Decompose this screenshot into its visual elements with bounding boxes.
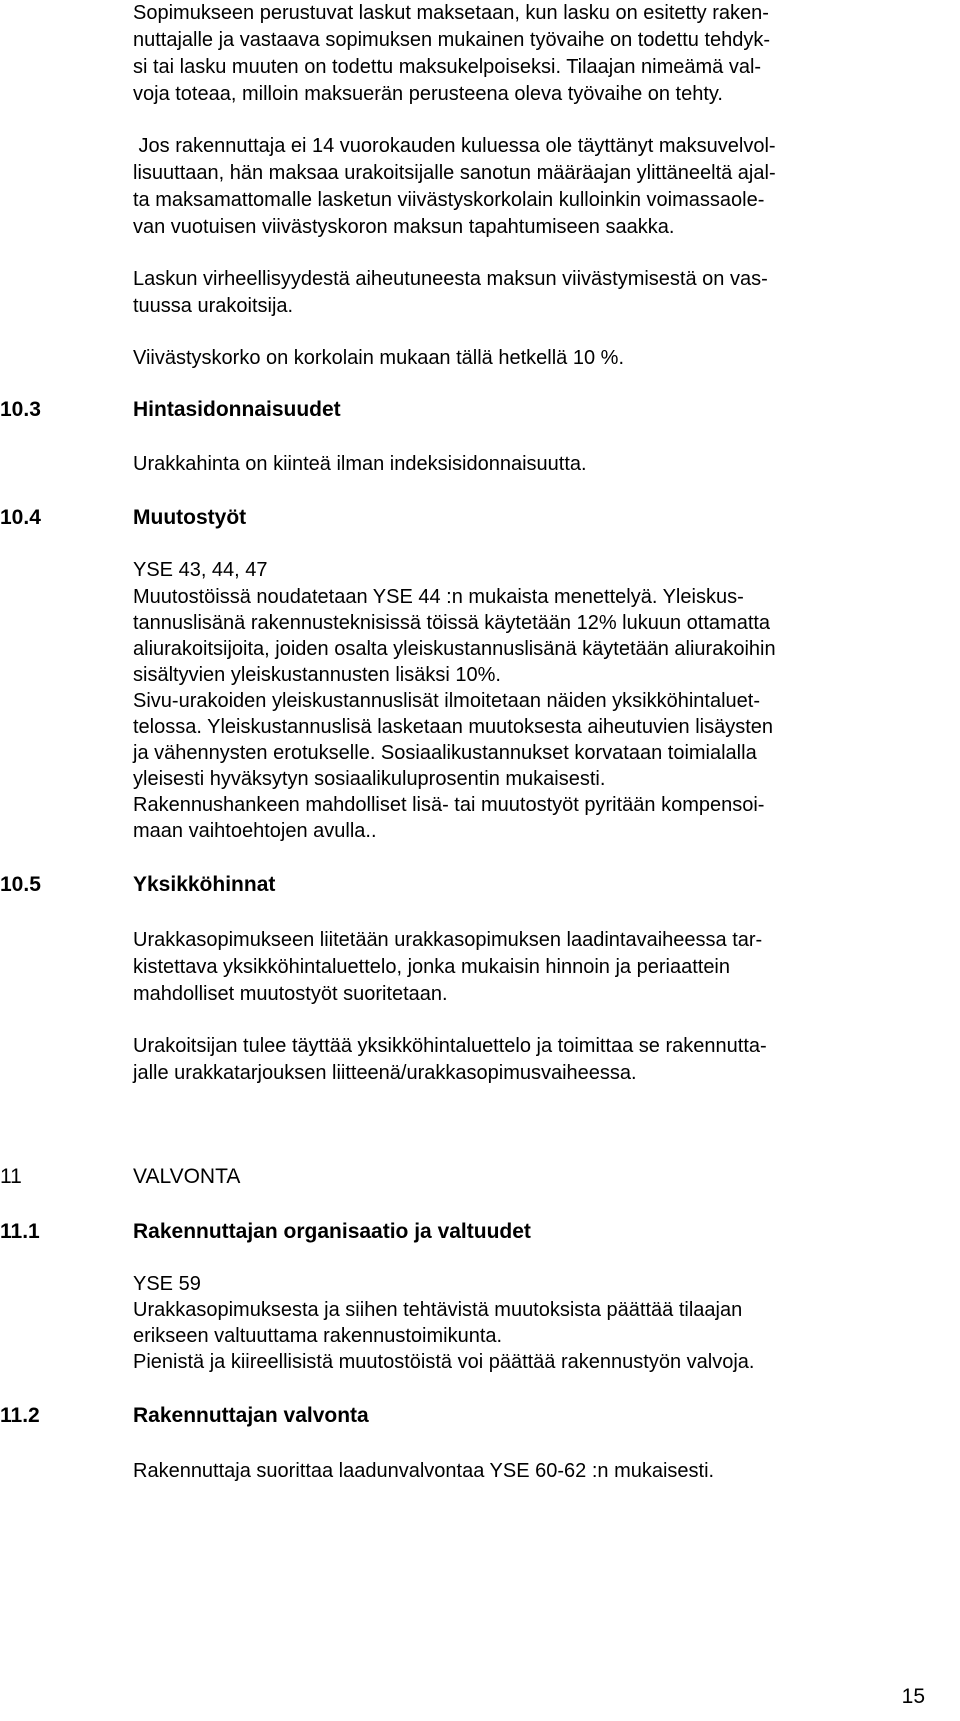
section-number: 10.4 <box>0 506 41 529</box>
paragraph-line: Rakennuttaja suorittaa laadunvalvontaa YSE 60-62 :n mukaisesti. <box>133 1460 715 1482</box>
section-number: 11.1 <box>0 1220 40 1243</box>
paragraph-line: Jos rakennuttaja ei 14 vuorokauden kuluessa ole täyttänyt maksuvelvol- <box>133 135 776 157</box>
paragraph-line: telossa. Yleiskustannuslisä lasketaan muutoksesta aiheutuvien lisäysten <box>133 716 773 738</box>
chapter-number: 11 <box>0 1165 22 1188</box>
paragraph-line: Rakennushankeen mahdolliset lisä- tai muutostyöt pyritään kompensoi- <box>133 794 765 816</box>
paragraph-line: voja toteaa, milloin maksuerän perusteena oleva työvaihe on tehty. <box>133 83 723 105</box>
paragraph-line: lisuuttaan, hän maksaa urakoitsijalle sanotun määräajan ylittäneeltä ajal- <box>133 162 776 184</box>
paragraph-line: Viivästyskorko on korkolain mukaan tällä hetkellä 10 %. <box>133 347 624 369</box>
paragraph-line: yleisesti hyväksytyn sosiaalikuluprosentin mukaisesti. <box>133 768 606 790</box>
section-heading: Yksikköhinnat <box>133 873 276 896</box>
paragraph-line: jalle urakkatarjouksen liitteenä/urakkasopimusvaiheessa. <box>133 1062 637 1084</box>
paragraph-line: Urakkasopimukseen liitetään urakkasopimuksen laadintavaiheessa tar- <box>133 929 763 951</box>
paragraph-line: Urakoitsijan tulee täyttää yksikköhintaluettelo ja toimittaa se rakennutta- <box>133 1035 767 1057</box>
paragraph-line: Sivu-urakoiden yleiskustannuslisät ilmoitetaan näiden yksikköhintaluet- <box>133 690 761 712</box>
section-number: 10.3 <box>0 398 41 421</box>
paragraph-line: Muutostöissä noudatetaan YSE 44 :n mukaista menettelyä. Yleiskus- <box>133 586 744 608</box>
paragraph-line: Laskun virheellisyydestä aiheutuneesta maksun viivästymisestä on vas- <box>133 268 768 290</box>
paragraph-line: YSE 43, 44, 47 <box>133 559 268 581</box>
page-number: 15 <box>901 1685 925 1708</box>
section-heading: Rakennuttajan valvonta <box>133 1404 369 1427</box>
paragraph-line: Urakkasopimuksesta ja siihen tehtävistä muutoksista päättää tilaajan <box>133 1299 743 1321</box>
paragraph-line: aliurakoitsijoita, joiden osalta yleiskustannuslisänä käytetään aliurakoihin <box>133 638 776 660</box>
section-number: 11.2 <box>0 1404 40 1427</box>
section-heading: Rakennuttajan organisaatio ja valtuudet <box>133 1220 531 1243</box>
paragraph-line: nuttajalle ja vastaava sopimuksen mukainen työvaihe on todettu tehdyk- <box>133 29 771 51</box>
paragraph-line: YSE 59 <box>133 1273 201 1295</box>
paragraph-line: ta maksamattomalle lasketun viivästyskorkolain kulloinkin voimassaole- <box>133 189 765 211</box>
paragraph-line: sisältyvien yleiskustannusten lisäksi 10%. <box>133 664 501 686</box>
paragraph-line: Urakkahinta on kiinteä ilman indeksisidonnaisuutta. <box>133 453 587 475</box>
paragraph-line: ja vähennysten erotukselle. Sosiaalikustannukset korvataan toimialalla <box>133 742 757 764</box>
paragraph-line: van vuotuisen viivästyskoron maksun tapahtumiseen saakka. <box>133 216 675 238</box>
chapter-heading: VALVONTA <box>133 1165 241 1188</box>
paragraph-line: erikseen valtuuttama rakennustoimikunta. <box>133 1325 503 1347</box>
paragraph-line: Sopimukseen perustuvat laskut maksetaan, kun lasku on esitetty raken- <box>133 2 769 24</box>
section-heading: Muutostyöt <box>133 506 247 529</box>
section-number: 10.5 <box>0 873 41 896</box>
paragraph-line: si tai lasku muuten on todettu maksukelpoiseksi. Tilaajan nimeämä val- <box>133 56 762 78</box>
paragraph-line: Pienistä ja kiireellisistä muutostöistä voi päättää rakennustyön valvoja. <box>133 1351 755 1373</box>
paragraph-line: mahdolliset muutostyöt suoritetaan. <box>133 983 448 1005</box>
paragraph-line: tannuslisänä rakennusteknisissä töissä käytetään 12% lukuun ottamatta <box>133 612 771 634</box>
paragraph-line: tuussa urakoitsija. <box>133 295 294 317</box>
paragraph-line: maan vaihtoehtojen avulla.. <box>133 820 377 842</box>
section-heading: Hintasidonnaisuudet <box>133 398 341 421</box>
paragraph-line: kistettava yksikköhintaluettelo, jonka mukaisin hinnoin ja periaattein <box>133 956 731 978</box>
